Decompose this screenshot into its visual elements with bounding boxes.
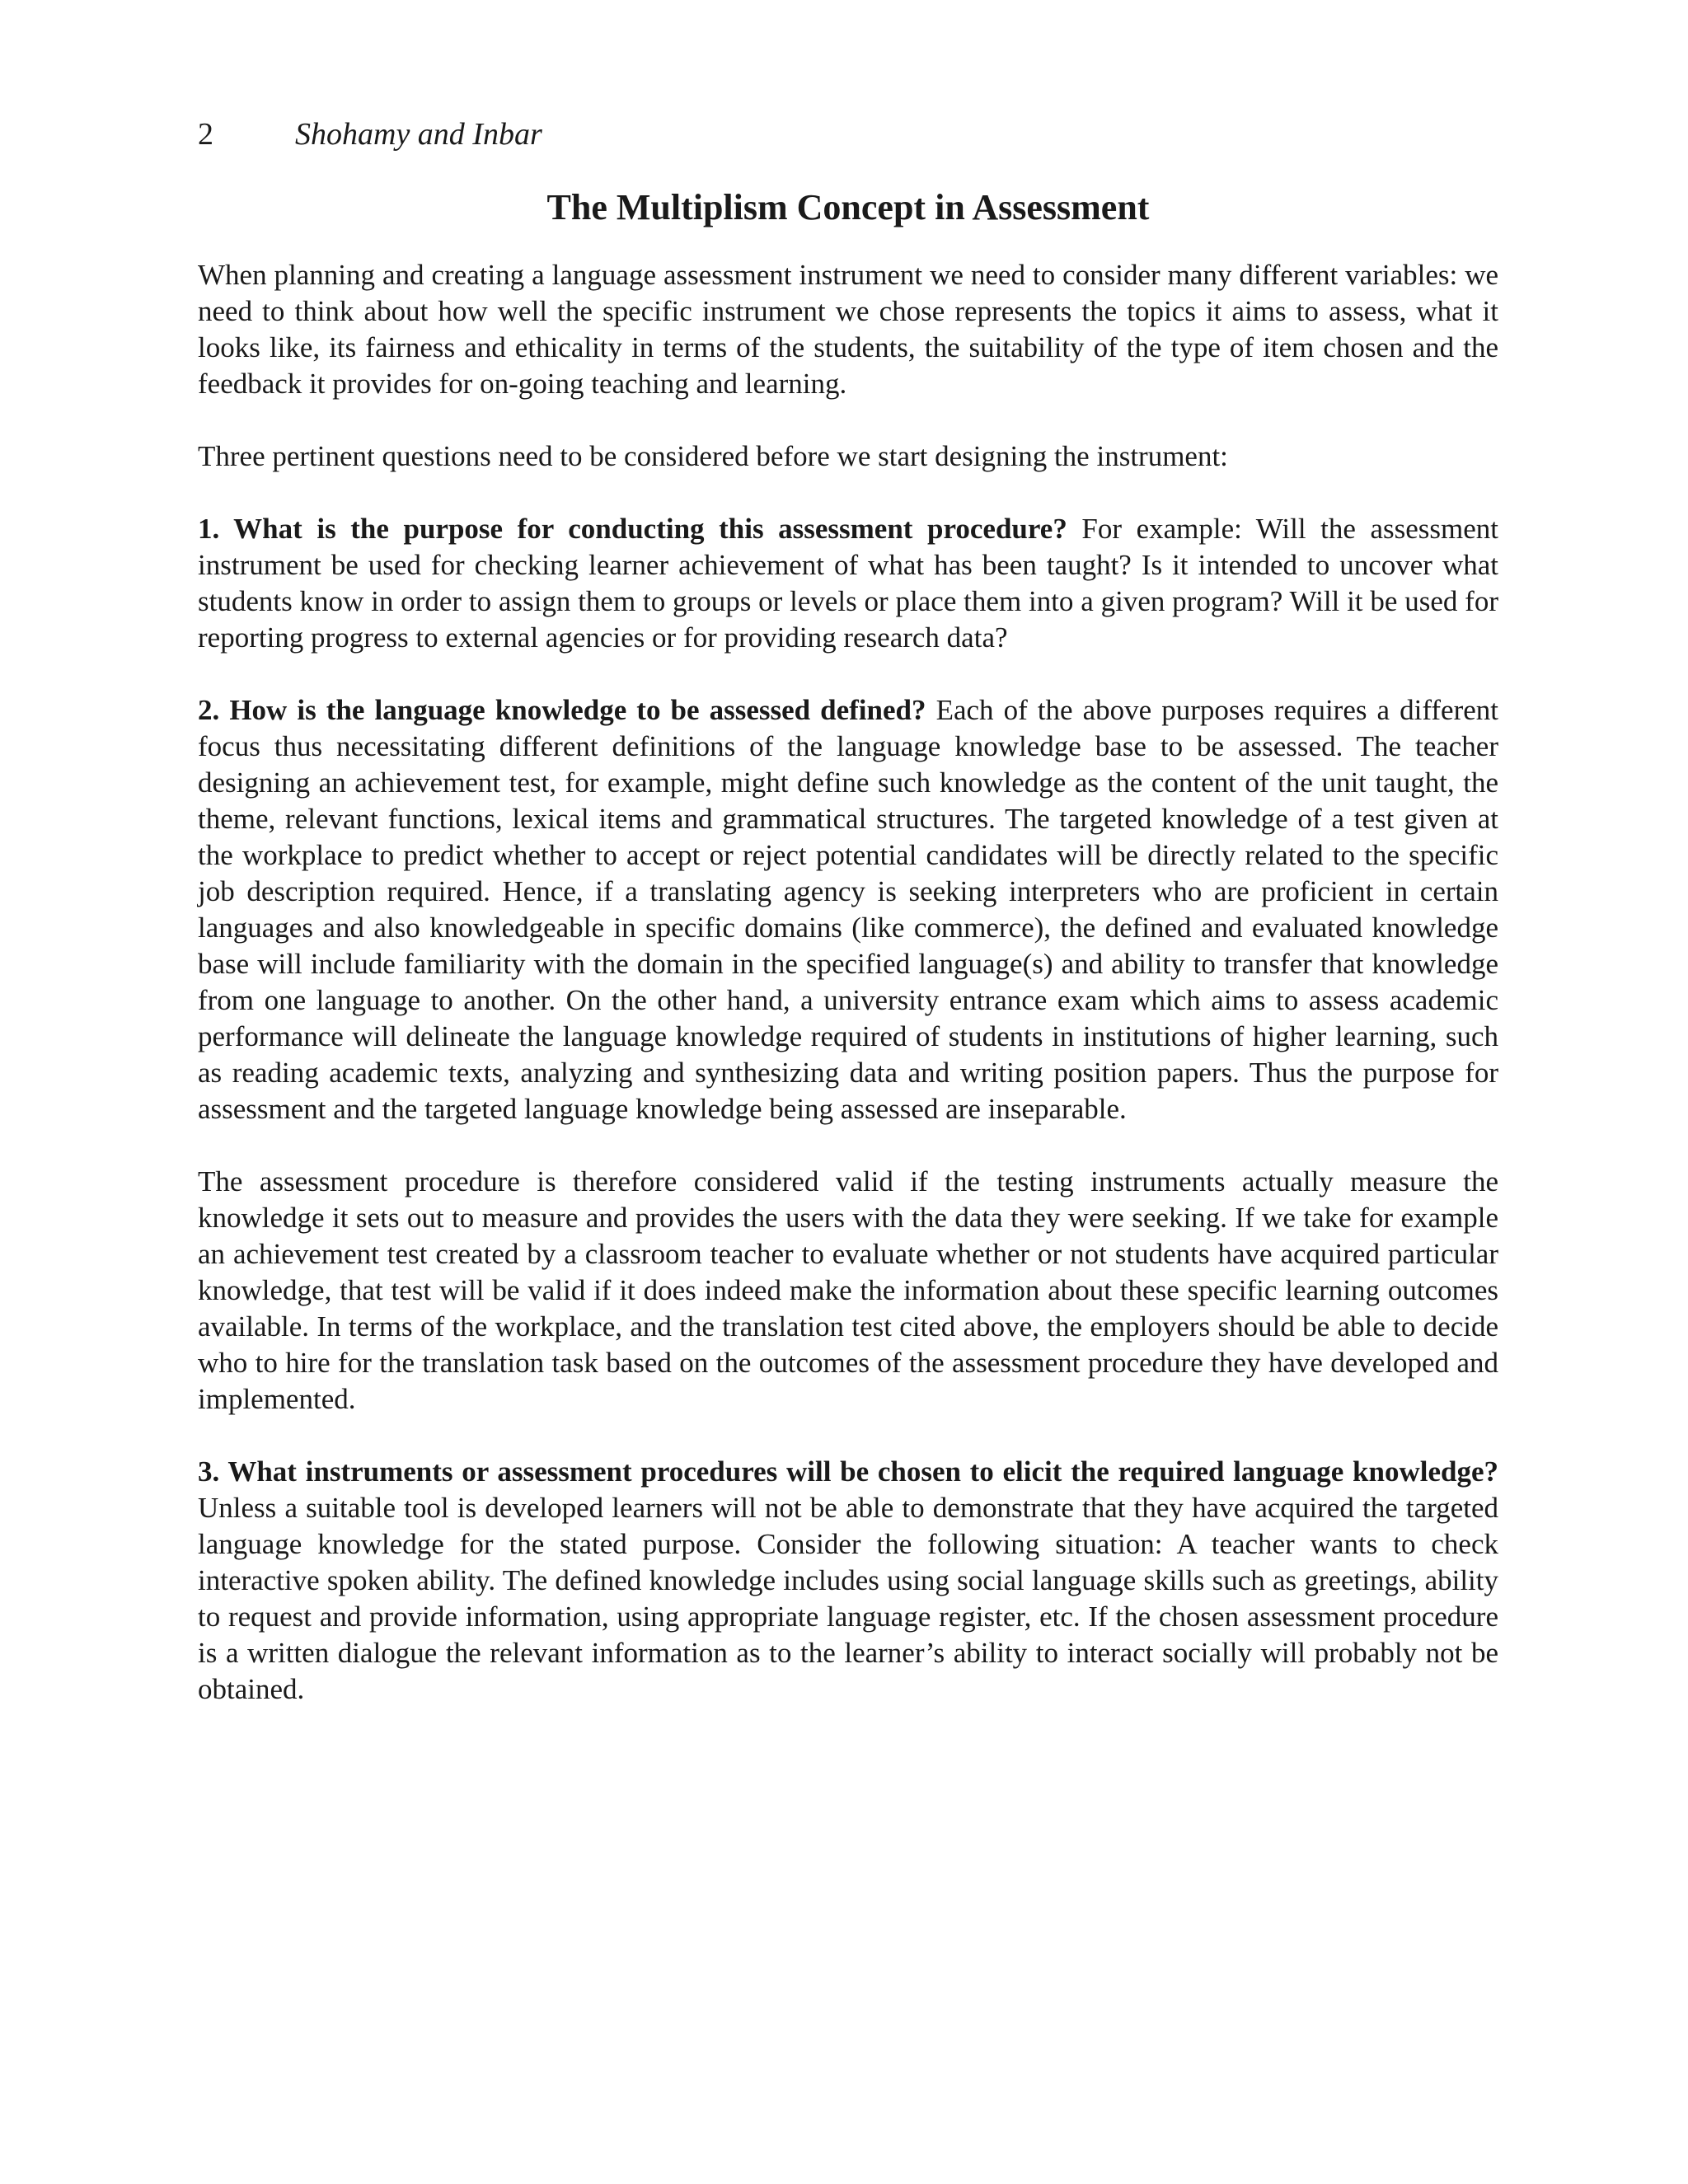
question-1-body: For example: Will the assessment instrument be used for checking learner achievement of what has been taught? Is it intended to uncover what students know in order to assign them to groups or levels or place them into a given program? Will it be used for reporting progress to external agencies or for providing research data? bbox=[198, 513, 1498, 654]
question-2-heading: 2. How is the language knowledge to be assessed defined? bbox=[198, 694, 926, 726]
page-number: 2 bbox=[198, 117, 213, 152]
document-page bbox=[198, 114, 1498, 1744]
question-1-heading: 1. What is the purpose for conducting this assessment procedure? bbox=[198, 513, 1067, 545]
running-head-authors: Shohamy and Inbar bbox=[295, 117, 542, 152]
running-head bbox=[198, 114, 1498, 155]
question-3-heading: 3. What instruments or assessment procedures will be chosen to elicit the required language knowledge? bbox=[198, 1455, 1498, 1488]
intro-paragraph: When planning and creating a language assessment instrument we need to consider many different variables: we need to think about how well the specific instrument we chose represents the topics it aims to assess, what it looks like, its fairness and ethicality in terms of the students, the suitability of the type of item chosen and the feedback it provides for on-going teaching and learning. bbox=[198, 259, 1498, 400]
question-3-paragraph bbox=[198, 1454, 1498, 1708]
section-title: The Multiplism Concept in Assessment bbox=[546, 187, 1150, 227]
question-3-body: Unless a suitable tool is developed learners will not be able to demonstrate that they have acquired the targeted language knowledge for the stated purpose. Consider the following situation: A teacher wants to check interactive spoken ability. The defined knowledge includes using social language skills such as greetings, ability to request and provide information, using appropriate language register, etc. If the chosen assessment procedure is a written dialogue the relevant information as to the learner’s ability to interact socially will probably not be obtained. bbox=[198, 1492, 1498, 1705]
lead-in-paragraph: Three pertinent questions need to be considered before we start designing the instrument: bbox=[198, 440, 1228, 472]
validity-paragraph: The assessment procedure is therefore considered valid if the testing instruments actually measure the knowledge it sets out to measure and provides the users with the data they were seeking. If we take for example an achievement test created by a classroom teacher to evaluate whether or not students have acquired particular knowledge, that test will be valid if it does indeed make the information about these specific learning outcomes available. In terms of the workplace, and the translation test cited above, the employers should be able to decide who to hire for the translation task based on the outcomes of the assessment procedure they have developed and implemented. bbox=[198, 1165, 1498, 1415]
question-2-paragraph bbox=[198, 692, 1498, 1127]
question-2-body: Each of the above purposes requires a different focus thus necessitating different definitions of the language knowledge base to be assessed. The teacher designing an achievement test, for example, might define such knowledge as the content of the unit taught, the theme, relevant functions, lexical items and grammatical structures. The targeted knowledge of a test given at the workplace to predict whether to accept or reject potential candidates will be directly related to the specific job description required. Hence, if a translating agency is seeking interpreters who are proficient in certain languages and also knowledgeable in specific domains (like commerce), the defined and evaluated knowledge base will include familiarity with the domain in the specified language(s) and ability to transfer that knowledge from one language to another. On the other hand, a university entrance exam which aims to assess academic performance will delineate the language knowledge required of students in institutions of higher learning, such as reading academic texts, analyzing and synthesizing data and writing position papers. Thus the purpose for assessment and the targeted language knowledge being assessed are inseparable. bbox=[198, 694, 1499, 1125]
question-1-paragraph bbox=[198, 511, 1498, 656]
